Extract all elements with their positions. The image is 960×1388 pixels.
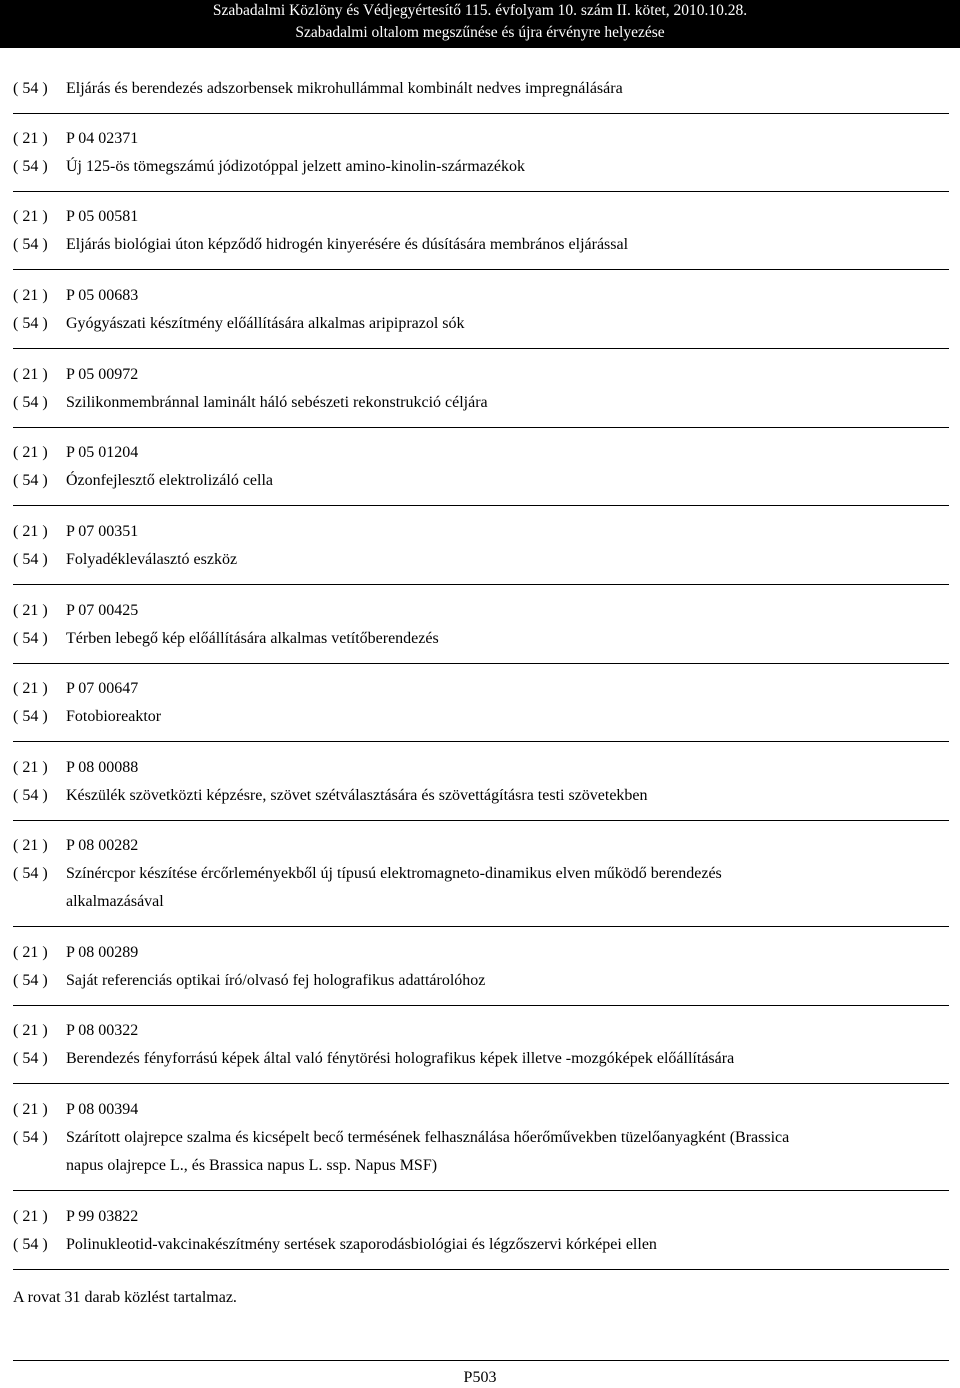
entry-number-line xyxy=(13,679,138,699)
entry-title: Saját referenciás optikai író/olvasó fej holografikus adattárolóhoz xyxy=(66,972,486,989)
divider xyxy=(13,348,949,349)
divider xyxy=(13,926,949,927)
code-21: ( 21 ) xyxy=(13,1101,48,1118)
entry-title-line xyxy=(13,157,525,177)
entry-number-line xyxy=(13,758,138,778)
entry-title: Eljárás és berendezés adszorbensek mikrohullámmal kombinált nedves impregnálására xyxy=(66,80,623,97)
code-21: ( 21 ) xyxy=(13,208,48,225)
code-54: ( 54 ) xyxy=(13,1050,48,1067)
entry-number: P 04 02371 xyxy=(66,130,139,147)
code-54: ( 54 ) xyxy=(13,236,48,253)
entry-number-line xyxy=(13,286,138,306)
entry-title-line xyxy=(13,971,485,991)
entry-number: P 08 00322 xyxy=(66,1022,139,1039)
code-21: ( 21 ) xyxy=(13,1022,48,1039)
divider xyxy=(13,663,949,664)
code-54: ( 54 ) xyxy=(13,394,48,411)
footer-divider xyxy=(13,1360,949,1361)
page-header xyxy=(0,0,960,48)
code-54: ( 54 ) xyxy=(13,972,48,989)
entry-number-line xyxy=(13,522,138,542)
code-21: ( 21 ) xyxy=(13,837,48,854)
divider xyxy=(13,584,949,585)
entry-number: P 07 00351 xyxy=(66,523,139,540)
code-21: ( 21 ) xyxy=(13,759,48,776)
entry-number-line xyxy=(13,129,138,149)
section-title: Szabadalmi oltalom megszűnése és újra érvényre helyezése xyxy=(295,24,665,41)
divider xyxy=(13,1083,949,1084)
entry-title: Eljárás biológiai úton képződő hidrogén kinyerésére és dúsítására membrános eljárással xyxy=(66,236,629,253)
divider xyxy=(13,269,949,270)
section-summary: A rovat 31 darab közlést tartalmaz. xyxy=(13,1289,237,1306)
entry-title-continued: napus olajrepce L., és Brassica napus L. ssp. Napus MSF) xyxy=(66,1157,438,1174)
entry-number-line xyxy=(13,1100,138,1120)
entry-title: Berendezés fényforrású képek által való fénytörési holografikus képek illetve -mozgóképek előállítására xyxy=(66,1050,735,1067)
entry-title: Készülék szövetközti képzésre, szövet szétválasztására és szövettágításra testi szövetekben xyxy=(66,787,648,804)
entry-title-line xyxy=(13,471,273,491)
entry-number-line xyxy=(13,836,138,856)
code-54: ( 54 ) xyxy=(13,551,48,568)
entry-title: Szárított olajrepce szalma és kicsépelt becő termésének felhasználása hőerőművekben tüzelőanyagként (Brassica xyxy=(66,1129,790,1146)
code-54: ( 54 ) xyxy=(13,80,48,97)
entry-title-line xyxy=(13,629,439,649)
entry-title: Gyógyászati készítmény előállítására alkalmas aripiprazol sók xyxy=(66,315,465,332)
code-21: ( 21 ) xyxy=(13,680,48,697)
journal-title: Szabadalmi Közlöny és Védjegyértesítő 115. évfolyam 10. szám II. kötet, 2010.10.28. xyxy=(212,2,748,19)
entry-title-line xyxy=(13,1235,657,1255)
code-21: ( 21 ) xyxy=(13,287,48,304)
entry-number-line xyxy=(13,443,138,463)
entry-number: P 08 00282 xyxy=(66,837,139,854)
code-21: ( 21 ) xyxy=(13,130,48,147)
entry-number: P 07 00425 xyxy=(66,602,139,619)
divider xyxy=(13,427,949,428)
divider xyxy=(13,1190,949,1191)
entry-title-line xyxy=(13,786,648,806)
code-54: ( 54 ) xyxy=(13,1129,48,1146)
divider xyxy=(13,1005,949,1006)
code-21: ( 21 ) xyxy=(13,523,48,540)
code-54: ( 54 ) xyxy=(13,630,48,647)
divider xyxy=(13,820,949,821)
divider xyxy=(13,113,949,114)
page-number: P503 xyxy=(463,1369,497,1386)
entry-number-line xyxy=(13,601,138,621)
code-21: ( 21 ) xyxy=(13,1208,48,1225)
code-21: ( 21 ) xyxy=(13,444,48,461)
code-21: ( 21 ) xyxy=(13,366,48,383)
entry-number: P 08 00088 xyxy=(66,759,139,776)
divider xyxy=(13,191,949,192)
entry-title-line xyxy=(13,235,628,255)
code-54: ( 54 ) xyxy=(13,472,48,489)
entry-title: Folyadékleválasztó eszköz xyxy=(66,551,238,568)
entry-title: Fotobioreaktor xyxy=(66,708,162,725)
entry-title: Szilikonmembránnal laminált háló sebészeti rekonstrukció céljára xyxy=(66,394,488,411)
entry-title-line xyxy=(13,1049,734,1069)
entry-title: Térben lebegő kép előállítására alkalmas vetítőberendezés xyxy=(66,630,439,647)
entry-number-line xyxy=(13,207,138,227)
entry-title: Új 125-ös tömegszámú jódizotóppal jelzett amino-kinolin-származékok xyxy=(66,158,525,175)
entry-number: P 05 00683 xyxy=(66,287,139,304)
code-54: ( 54 ) xyxy=(13,787,48,804)
entry-title: Ózonfejlesztő elektrolizáló cella xyxy=(66,472,274,489)
code-54: ( 54 ) xyxy=(13,865,48,882)
entry-title-line xyxy=(13,393,488,413)
entry-number: P 07 00647 xyxy=(66,680,139,697)
entry-number: P 08 00289 xyxy=(66,944,139,961)
entry-title-line xyxy=(13,550,237,570)
code-21: ( 21 ) xyxy=(13,944,48,961)
entry-number-line xyxy=(13,1021,138,1041)
entry-number: P 05 01204 xyxy=(66,444,139,461)
entry-title-continued: alkalmazásával xyxy=(66,893,164,910)
entry-title: Színércpor készítése ércőrleményekből új típusú elektromagneto-dinamikus elven működő berendezés xyxy=(66,865,722,882)
entry-title-line xyxy=(13,864,722,884)
entry-number-line xyxy=(13,943,138,963)
entry-title-line xyxy=(13,707,161,727)
entry-title-line xyxy=(13,1128,789,1148)
entry-number: P 05 00972 xyxy=(66,366,139,383)
code-21: ( 21 ) xyxy=(13,602,48,619)
code-54: ( 54 ) xyxy=(13,1236,48,1253)
entry-number-line xyxy=(13,1207,138,1227)
entry-number: P 99 03822 xyxy=(66,1208,139,1225)
code-54: ( 54 ) xyxy=(13,158,48,175)
entry-number-line xyxy=(13,365,138,385)
divider xyxy=(13,1269,949,1270)
entry-title-line xyxy=(13,79,623,99)
code-54: ( 54 ) xyxy=(13,315,48,332)
divider xyxy=(13,741,949,742)
entry-number: P 08 00394 xyxy=(66,1101,139,1118)
entry-number: P 05 00581 xyxy=(66,208,139,225)
divider xyxy=(13,505,949,506)
entry-title-line xyxy=(13,314,465,334)
entry-title: Polinukleotid-vakcinakészítmény sertések szaporodásbiológiai és légzőszervi kórképei ellen xyxy=(66,1236,657,1253)
code-54: ( 54 ) xyxy=(13,708,48,725)
